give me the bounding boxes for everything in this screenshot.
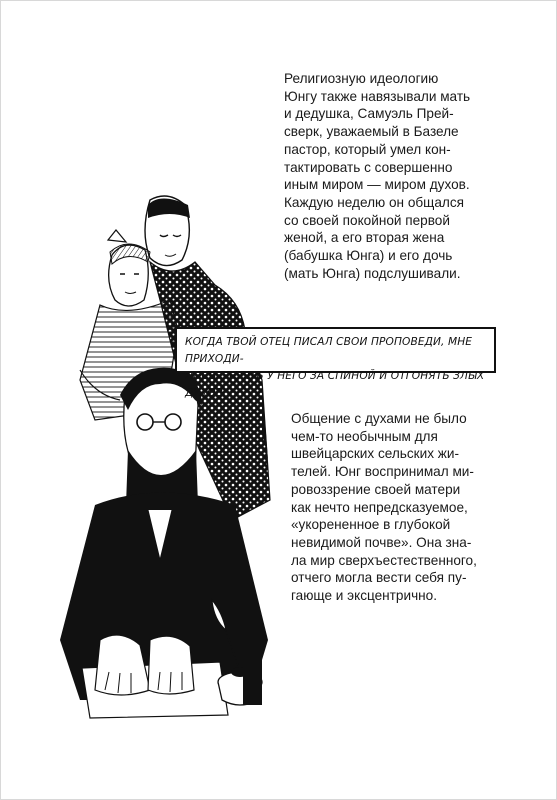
paragraph-top: Религиозную идеологию Юнгу также навязывали мать и дедушка, Самуэль Прей- сверк, уважаемый в Базеле пастор, который умел кон- тактировать с совершенно иным миром — миром духов. Каждую неделю он общался со своей покойной первой женой, а его вторая жена (бабушка Юнга) и его дочь (мать Юнга) подслушивали. xyxy=(284,71,471,281)
paragraph-bottom: Общение с духами не было чем-то необычным для швейцарских сельских жи- телей. Юнг воспринимал ми- ровоззрение своей матери как нечто непредсказуемое, «укорененное в глубокой невидимой почве». Она зна- ла мир сверхъестественного, отчего могла вести себя пу- гающе и эксцентрично. xyxy=(291,411,477,604)
speech-bubble-text: КОГДА ТВОЙ ОТЕЦ ПИСАЛ СВОИ ПРОПОВЕДИ, МНЕ ПРИХОДИ- ЛОСЬ СТОЯТЬ У НЕГО ЗА СПИНОЙ И ОТГОНЯТЬ ЗЛЫХ ДУХОВ. xyxy=(185,336,485,399)
speech-bubble xyxy=(175,327,496,399)
